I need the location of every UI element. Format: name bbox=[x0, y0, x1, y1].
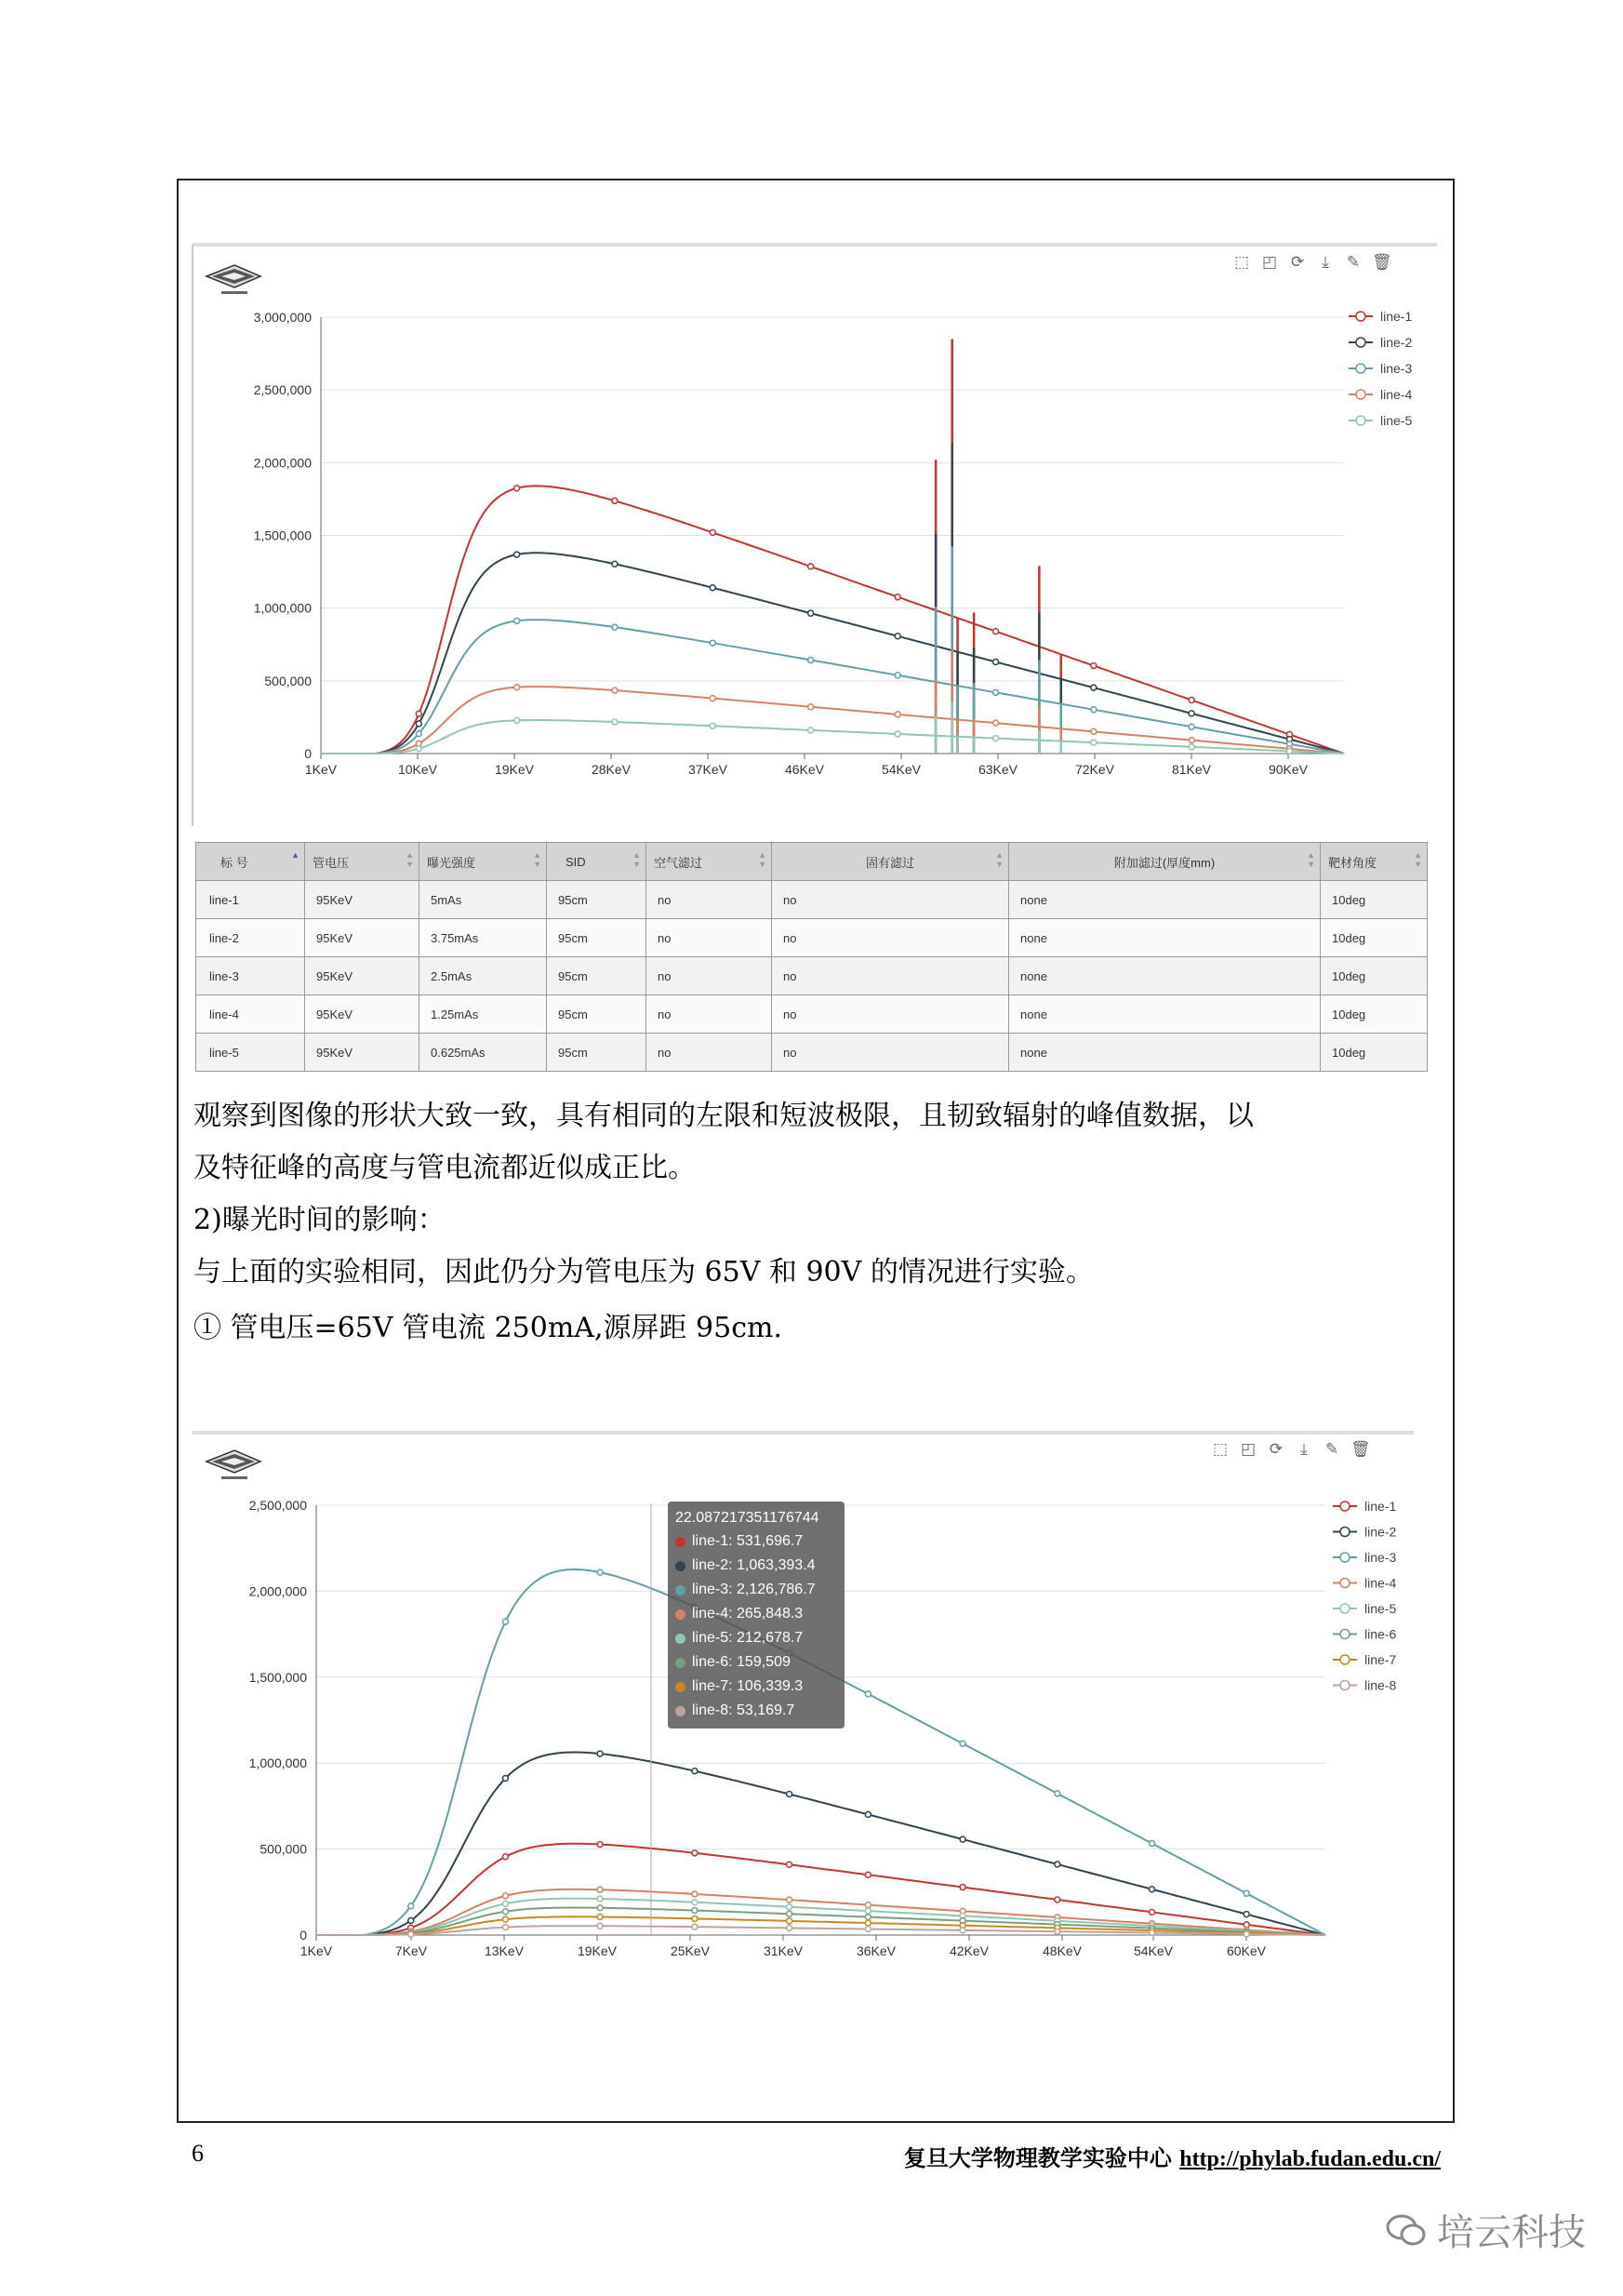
data-point bbox=[895, 594, 900, 600]
data-point bbox=[416, 721, 421, 727]
heading-exposure-time: 2)曝光时间的影响： bbox=[193, 1204, 446, 1236]
data-point bbox=[1055, 1929, 1060, 1934]
data-point bbox=[1189, 698, 1194, 703]
x-tick-label: 1KeV bbox=[304, 762, 338, 777]
params-table bbox=[195, 842, 1428, 1072]
data-point bbox=[787, 1925, 792, 1930]
y-tick-label: 1,500,000 bbox=[253, 527, 312, 543]
tooltip-value: line-2: 1,063,393.4 bbox=[692, 1557, 816, 1573]
series-dot-icon bbox=[675, 1706, 685, 1716]
data-point bbox=[710, 585, 715, 591]
data-point bbox=[597, 1569, 603, 1575]
series-dot-icon bbox=[675, 1609, 685, 1620]
data-point bbox=[787, 1918, 792, 1924]
tooltip-title: 22.087217351176744 bbox=[675, 1510, 819, 1526]
table-cell: no bbox=[772, 995, 1009, 1034]
x-tick-label: 48KeV bbox=[1042, 1943, 1083, 1958]
table-cell: 0.625mAs bbox=[419, 1034, 547, 1072]
tooltip-value: line-4: 265,848.3 bbox=[692, 1606, 804, 1622]
table-row[interactable] bbox=[196, 919, 1428, 957]
table-cell: 10deg bbox=[1321, 881, 1428, 919]
data-point bbox=[502, 1776, 508, 1782]
chart-2-toolbar bbox=[1211, 1440, 1369, 1459]
sort-icon[interactable]: ▲ bbox=[291, 850, 299, 860]
delete-icon[interactable]: 🗑 bbox=[1350, 1440, 1371, 1459]
org-name: 复旦大学物理教学实验中心 bbox=[903, 2144, 1172, 2171]
data-point bbox=[502, 1901, 508, 1906]
data-point bbox=[710, 529, 715, 535]
table-cell: 10deg bbox=[1321, 919, 1428, 957]
legend-icon bbox=[1340, 1681, 1350, 1690]
sort-icon[interactable]: ▲ ▼ bbox=[406, 850, 414, 869]
zoom-reset-icon[interactable]: ◰ bbox=[1240, 1440, 1257, 1459]
company-logo bbox=[203, 1448, 266, 1486]
table-cell: 1.25mAs bbox=[419, 995, 547, 1034]
data-point bbox=[710, 640, 715, 646]
y-tick-label: 2,000,000 bbox=[253, 455, 312, 471]
y-tick-label: 1,000,000 bbox=[248, 1755, 307, 1771]
table-cell: 95cm bbox=[547, 957, 646, 995]
series-line bbox=[321, 553, 1344, 754]
tooltip-row bbox=[675, 1554, 837, 1578]
data-point bbox=[692, 1916, 698, 1921]
sort-icon[interactable]: ▲ ▼ bbox=[533, 850, 541, 869]
table-cell: 95cm bbox=[547, 881, 646, 919]
data-point bbox=[408, 1903, 414, 1909]
table-cell: 10deg bbox=[1321, 1034, 1428, 1072]
tooltip-value: line-1: 531,696.7 bbox=[692, 1533, 804, 1549]
data-point bbox=[597, 1842, 603, 1848]
x-tick-label: 37KeV bbox=[687, 762, 728, 777]
table-cell: 95cm bbox=[547, 919, 646, 957]
legend-icon bbox=[1356, 338, 1365, 347]
data-point bbox=[1091, 685, 1097, 690]
data-point bbox=[416, 746, 421, 752]
series-dot-icon bbox=[675, 1537, 685, 1547]
tooltip-value: line-6: 159,509 bbox=[692, 1654, 791, 1670]
legend-label[interactable]: line-7 bbox=[1364, 1652, 1397, 1667]
data-point bbox=[895, 634, 900, 639]
tooltip-row bbox=[675, 1602, 837, 1626]
data-point bbox=[960, 1928, 965, 1933]
data-point bbox=[502, 1916, 508, 1922]
table-cell: no bbox=[772, 881, 1009, 919]
table-cell: no bbox=[646, 957, 772, 995]
x-tick-label: 46KeV bbox=[784, 762, 825, 777]
x-tick-label: 28KeV bbox=[591, 762, 632, 777]
download-icon[interactable]: ⤓ bbox=[1322, 253, 1329, 272]
legend-label[interactable]: line-1 bbox=[1380, 309, 1413, 324]
tooltip-value: line-8: 53,169.7 bbox=[692, 1702, 795, 1718]
data-point bbox=[710, 723, 715, 728]
data-point bbox=[865, 1811, 871, 1817]
data-point bbox=[612, 687, 618, 693]
data-point bbox=[692, 1891, 698, 1897]
x-tick-label: 90KeV bbox=[1268, 762, 1309, 777]
data-point bbox=[808, 657, 814, 662]
watermark-text: 培云科技 bbox=[1437, 2211, 1586, 2254]
col-header[interactable]: 曝光强度 ▲ ▼ bbox=[419, 843, 547, 881]
x-tick-label: 31KeV bbox=[763, 1943, 804, 1958]
delete-icon[interactable]: 🗑 bbox=[1372, 253, 1392, 272]
paragraph-2: 及特征峰的高度与管电流都近似成正比。 bbox=[193, 1152, 696, 1184]
data-point bbox=[1055, 1897, 1060, 1902]
data-point bbox=[692, 1908, 698, 1914]
brush-icon[interactable]: ✎ bbox=[1346, 253, 1361, 272]
series-dot-icon bbox=[675, 1561, 685, 1571]
table-cell: 2.5mAs bbox=[419, 957, 547, 995]
table-cell: line-1 bbox=[196, 881, 305, 919]
legend-icon bbox=[1340, 1553, 1350, 1562]
legend-icon bbox=[1340, 1528, 1350, 1537]
data-point bbox=[1244, 1912, 1249, 1917]
legend-label[interactable]: line-1 bbox=[1364, 1499, 1397, 1514]
x-tick-label: 19KeV bbox=[577, 1943, 618, 1958]
series-dot-icon bbox=[675, 1682, 685, 1692]
chart-1-toolbar bbox=[1232, 253, 1390, 272]
x-tick-label: 1KeV bbox=[299, 1943, 333, 1958]
table-cell: 95KeV bbox=[305, 957, 419, 995]
data-point bbox=[416, 711, 421, 716]
sort-icon[interactable]: ▲ ▼ bbox=[632, 850, 641, 869]
table-cell: 95KeV bbox=[305, 1034, 419, 1072]
legend-label[interactable]: line-3 bbox=[1380, 361, 1413, 376]
legend-icon bbox=[1356, 390, 1365, 399]
data-point bbox=[787, 1904, 792, 1910]
table-cell: 10deg bbox=[1321, 957, 1428, 995]
legend-label[interactable]: line-2 bbox=[1364, 1524, 1397, 1540]
data-point bbox=[1286, 748, 1292, 754]
data-point bbox=[1244, 1890, 1249, 1896]
data-point bbox=[865, 1920, 871, 1926]
legend-label[interactable]: line-4 bbox=[1380, 387, 1413, 402]
data-point bbox=[408, 1931, 414, 1937]
x-tick-label: 19KeV bbox=[494, 762, 535, 777]
table-cell: none bbox=[1009, 957, 1321, 995]
table-row[interactable] bbox=[196, 1034, 1428, 1072]
data-point bbox=[1189, 724, 1194, 729]
data-point bbox=[1244, 1931, 1249, 1937]
data-point bbox=[993, 659, 999, 664]
zoom-icon[interactable]: ⬚ bbox=[1212, 1440, 1229, 1459]
data-point bbox=[692, 1900, 698, 1905]
data-point bbox=[597, 1896, 603, 1902]
data-point bbox=[993, 720, 999, 726]
download-icon[interactable]: ⤓ bbox=[1300, 1440, 1308, 1459]
data-point bbox=[416, 731, 421, 737]
legend-label[interactable]: line-2 bbox=[1380, 335, 1413, 350]
data-point bbox=[597, 1751, 603, 1756]
table-cell: line-4 bbox=[196, 995, 305, 1034]
data-point bbox=[865, 1915, 871, 1920]
data-point bbox=[787, 1862, 792, 1867]
data-point bbox=[1091, 740, 1097, 745]
table-cell: no bbox=[772, 1034, 1009, 1072]
legend-label[interactable]: line-4 bbox=[1364, 1575, 1397, 1591]
series-dot-icon bbox=[675, 1658, 685, 1668]
x-tick-label: 54KeV bbox=[1133, 1943, 1174, 1958]
x-tick-label: 72KeV bbox=[1074, 762, 1115, 777]
data-point bbox=[808, 704, 814, 710]
data-point bbox=[502, 1854, 508, 1860]
tooltip-value: line-3: 2,126,786.7 bbox=[692, 1582, 816, 1597]
legend-icon bbox=[1340, 1630, 1350, 1639]
series-line bbox=[321, 687, 1344, 754]
y-tick-label: 3,000,000 bbox=[253, 310, 312, 325]
data-point bbox=[865, 1872, 871, 1877]
table-cell: none bbox=[1009, 919, 1321, 957]
data-point bbox=[865, 1691, 871, 1697]
page-number: 6 bbox=[192, 2140, 204, 2167]
tooltip-value: line-5: 212,678.7 bbox=[692, 1630, 804, 1646]
tooltip-value: line-7: 106,339.3 bbox=[692, 1678, 804, 1694]
data-point bbox=[408, 1917, 414, 1923]
col-header[interactable]: 空气滤过 ▲ ▼ bbox=[646, 843, 772, 881]
table-row[interactable] bbox=[196, 995, 1428, 1034]
data-point bbox=[895, 731, 900, 737]
table-cell: line-3 bbox=[196, 957, 305, 995]
data-point bbox=[502, 1925, 508, 1930]
data-point bbox=[597, 1905, 603, 1911]
legend-icon bbox=[1356, 416, 1365, 425]
table-cell: no bbox=[772, 957, 1009, 995]
table-cell: 10deg bbox=[1321, 995, 1428, 1034]
data-point bbox=[787, 1792, 792, 1797]
col-header[interactable]: 附加滤过(厚度mm) ▲ ▼ bbox=[1009, 843, 1321, 881]
legend-icon bbox=[1356, 312, 1365, 321]
y-tick-label: 1,500,000 bbox=[248, 1669, 307, 1685]
legend-label[interactable]: line-3 bbox=[1364, 1550, 1397, 1565]
data-point bbox=[960, 1885, 965, 1890]
wechat-icon bbox=[1385, 2211, 1428, 2249]
table-cell: 95KeV bbox=[305, 881, 419, 919]
x-tick-label: 7KeV bbox=[394, 1943, 428, 1958]
data-point bbox=[1150, 1841, 1155, 1847]
data-point bbox=[1055, 1862, 1060, 1867]
data-point bbox=[612, 561, 618, 567]
data-point bbox=[502, 1893, 508, 1899]
tooltip-row bbox=[675, 1699, 837, 1723]
data-point bbox=[514, 717, 520, 723]
table-row[interactable] bbox=[196, 881, 1428, 919]
footer-org bbox=[904, 2140, 1441, 2172]
legend-label[interactable]: line-5 bbox=[1380, 413, 1413, 428]
data-point bbox=[502, 1909, 508, 1915]
table-cell: line-5 bbox=[196, 1034, 305, 1072]
series-dot-icon bbox=[675, 1585, 685, 1595]
data-point bbox=[895, 712, 900, 717]
data-point bbox=[1091, 728, 1097, 734]
data-point bbox=[865, 1927, 871, 1932]
table-cell: none bbox=[1009, 881, 1321, 919]
y-tick-label: 2,500,000 bbox=[253, 382, 312, 398]
col-header[interactable]: SID ▲ ▼ bbox=[547, 843, 646, 881]
x-tick-label: 42KeV bbox=[949, 1943, 990, 1958]
data-point bbox=[1150, 1930, 1155, 1936]
legend-icon bbox=[1340, 1502, 1350, 1511]
data-point bbox=[612, 624, 618, 630]
sort-icon[interactable]: ▲ ▼ bbox=[1414, 850, 1422, 869]
legend-icon bbox=[1356, 364, 1365, 373]
sort-icon[interactable]: ▲ ▼ bbox=[1307, 850, 1315, 869]
series-dot-icon bbox=[675, 1634, 685, 1644]
table-cell: 95KeV bbox=[305, 995, 419, 1034]
data-point bbox=[808, 728, 814, 733]
table-cell: no bbox=[772, 919, 1009, 957]
company-logo bbox=[203, 263, 266, 300]
legend-icon bbox=[1340, 1604, 1350, 1613]
data-point bbox=[597, 1923, 603, 1929]
x-tick-label: 13KeV bbox=[484, 1943, 525, 1958]
data-point bbox=[1189, 744, 1194, 750]
data-point bbox=[895, 673, 900, 678]
tooltip-row bbox=[675, 1650, 837, 1675]
col-header[interactable]: 标 号 ▲ bbox=[196, 843, 305, 881]
data-point bbox=[1189, 711, 1194, 716]
data-point bbox=[993, 689, 999, 695]
x-tick-label: 10KeV bbox=[397, 762, 438, 777]
data-point bbox=[710, 696, 715, 701]
data-point bbox=[692, 1924, 698, 1929]
tooltip-row bbox=[675, 1578, 837, 1602]
table-cell: none bbox=[1009, 1034, 1321, 1072]
y-tick-label: 500,000 bbox=[264, 673, 312, 688]
x-tick-label: 54KeV bbox=[881, 762, 922, 777]
data-point bbox=[1150, 1909, 1155, 1915]
chart-tooltip bbox=[668, 1502, 845, 1729]
data-point bbox=[865, 1902, 871, 1908]
col-header[interactable]: 靶材角度 ▲ ▼ bbox=[1321, 843, 1428, 881]
y-tick-label: 500,000 bbox=[259, 1841, 307, 1857]
sort-icon[interactable]: ▲ ▼ bbox=[758, 850, 766, 869]
chart-1-svg bbox=[191, 240, 1442, 826]
legend-icon bbox=[1340, 1655, 1350, 1664]
y-tick-label: 0 bbox=[304, 746, 312, 761]
zoom-icon[interactable]: ⬚ bbox=[1233, 253, 1250, 272]
data-point bbox=[514, 486, 520, 491]
data-point bbox=[692, 1850, 698, 1856]
brush-icon[interactable]: ✎ bbox=[1324, 1440, 1339, 1459]
data-point bbox=[787, 1897, 792, 1902]
data-point bbox=[1189, 738, 1194, 743]
org-url-link[interactable]: http://phylab.fudan.edu.cn/ bbox=[1179, 2147, 1441, 2171]
table-row[interactable] bbox=[196, 957, 1428, 995]
legend-label[interactable]: line-5 bbox=[1364, 1601, 1397, 1616]
sort-icon[interactable]: ▲ ▼ bbox=[995, 850, 1004, 869]
data-point bbox=[960, 1741, 965, 1746]
tooltip-row bbox=[675, 1675, 837, 1699]
x-tick-label: 81KeV bbox=[1171, 762, 1212, 777]
legend-icon bbox=[1340, 1579, 1350, 1588]
col-header[interactable]: 固有滤过 ▲ ▼ bbox=[772, 843, 1009, 881]
data-point bbox=[692, 1769, 698, 1774]
table-cell: 5mAs bbox=[419, 881, 547, 919]
x-tick-label: 25KeV bbox=[670, 1943, 711, 1958]
zoom-reset-icon[interactable]: ◰ bbox=[1261, 253, 1278, 272]
y-tick-label: 1,000,000 bbox=[253, 600, 312, 616]
data-point bbox=[597, 1915, 603, 1920]
restore-icon[interactable]: ⟳ bbox=[1290, 253, 1305, 272]
x-tick-label: 36KeV bbox=[856, 1943, 897, 1958]
data-point bbox=[787, 1911, 792, 1916]
x-tick-label: 60KeV bbox=[1226, 1943, 1267, 1958]
table-cell: 3.75mAs bbox=[419, 919, 547, 957]
paragraph-4: ① 管电压=65V 管电流 250mA,源屏距 95cm. bbox=[193, 1312, 782, 1344]
data-point bbox=[1091, 663, 1097, 669]
table-cell: no bbox=[646, 881, 772, 919]
table-cell: 95KeV bbox=[305, 919, 419, 957]
data-point bbox=[514, 618, 520, 623]
data-point bbox=[514, 685, 520, 690]
data-point bbox=[612, 719, 618, 725]
tooltip-row bbox=[675, 1529, 837, 1554]
legend-label[interactable]: line-8 bbox=[1364, 1677, 1397, 1693]
legend-label[interactable]: line-6 bbox=[1364, 1626, 1397, 1642]
data-point bbox=[960, 1836, 965, 1842]
y-tick-label: 0 bbox=[299, 1928, 307, 1942]
table-cell: no bbox=[646, 919, 772, 957]
y-tick-label: 2,500,000 bbox=[248, 1498, 307, 1513]
data-point bbox=[993, 736, 999, 741]
restore-icon[interactable]: ⟳ bbox=[1269, 1440, 1284, 1459]
table-cell: no bbox=[646, 1034, 772, 1072]
data-point bbox=[865, 1908, 871, 1914]
data-point bbox=[502, 1619, 508, 1624]
series-line bbox=[321, 620, 1344, 754]
paragraph-1: 观察到图像的形状大致一致，具有相同的左限和短波极限，且韧致辐射的峰值数据，以 bbox=[193, 1100, 1254, 1132]
table-cell: no bbox=[646, 995, 772, 1034]
chart-1 bbox=[191, 240, 1442, 826]
table-cell: 95cm bbox=[547, 1034, 646, 1072]
y-tick-label: 2,000,000 bbox=[248, 1583, 307, 1599]
data-point bbox=[808, 564, 814, 569]
table-cell: none bbox=[1009, 995, 1321, 1034]
table-cell: 95cm bbox=[547, 995, 646, 1034]
data-point bbox=[1150, 1887, 1155, 1892]
data-point bbox=[514, 552, 520, 557]
tooltip-row bbox=[675, 1626, 837, 1650]
col-header[interactable]: 管电压 ▲ ▼ bbox=[305, 843, 419, 881]
data-point bbox=[1091, 707, 1097, 713]
table-cell: line-2 bbox=[196, 919, 305, 957]
data-point bbox=[808, 610, 814, 616]
data-point bbox=[993, 629, 999, 634]
data-point bbox=[612, 498, 618, 503]
x-tick-label: 63KeV bbox=[978, 762, 1018, 777]
watermark bbox=[1385, 2203, 1586, 2256]
paragraph-3: 与上面的实验相同，因此仍分为管电压为 65V 和 90V 的情况进行实验。 bbox=[193, 1256, 1094, 1288]
data-point bbox=[597, 1887, 603, 1892]
data-point bbox=[1055, 1791, 1060, 1796]
